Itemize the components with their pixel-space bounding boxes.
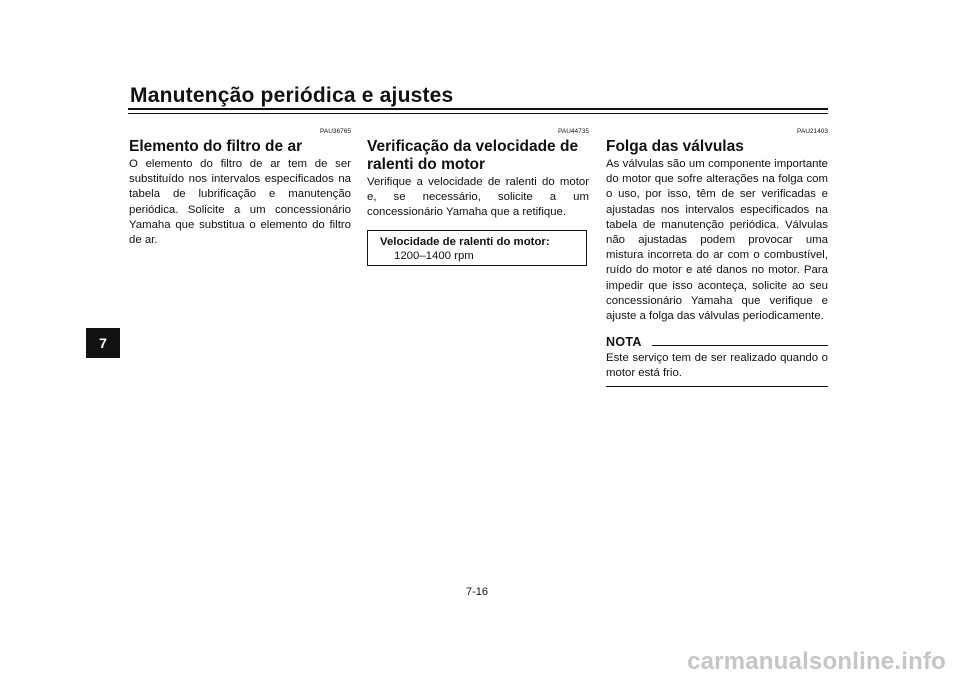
- note-rule: [652, 345, 828, 346]
- section-heading: Elemento do filtro de ar: [129, 138, 303, 155]
- section-code: PAU36765: [320, 128, 351, 135]
- section-air-filter: [129, 127, 351, 248]
- section-code: PAU44735: [558, 128, 589, 135]
- section-idle-speed: [367, 127, 589, 266]
- page-number: 7-16: [466, 586, 489, 598]
- watermark: carmanualsonline.info: [687, 648, 946, 675]
- page-title: Manutenção periódica e ajustes: [130, 84, 454, 107]
- section-body: Verifique a velocidade de ralenti do motor e, se necessário, solicite a um concessionário Yamaha que a retifique.: [367, 176, 589, 219]
- spec-label: Velocidade de ralenti do motor:: [380, 235, 550, 248]
- section-heading: Folga das válvulas: [606, 138, 744, 155]
- chapter-tab: 7: [86, 328, 120, 358]
- section-heading: Verificação da velocidade de ralenti do motor: [367, 138, 579, 173]
- note-header: [606, 334, 828, 350]
- title-rule-thick: [128, 108, 828, 110]
- section-body: O elemento do filtro de ar tem de ser substituído nos intervalos especificados na tabela de lubrificação e manutenção periódica. Solicite a um concessionário Yamaha que substitua o elemento do filtro de ar.: [129, 158, 351, 247]
- section-body: As válvulas são um componente importante do motor que sofre alterações na folga com o uso, por isso, têm de ser verificadas e ajustadas nos intervalos especificados na tabela de manutenção periódica. Válvulas não ajustadas podem provocar uma mistura incorreta do ar com o combustível, ruído do motor e até danos no motor. Para impedir que isso aconteça, solicite ao seu concessionário Yamaha que verifique e ajuste a folga das válvulas periodicamente.: [606, 158, 828, 323]
- note-text: Este serviço tem de ser realizado quando o motor está frio.: [606, 352, 828, 380]
- note-label: NOTA: [606, 335, 642, 350]
- section-valve-clearance: [606, 127, 828, 387]
- title-rule-thin: [128, 113, 828, 114]
- spec-value: 1200–1400 rpm: [394, 249, 474, 262]
- note-end-rule: [606, 386, 828, 387]
- spec-box: [367, 230, 587, 266]
- section-code: PAU21403: [797, 128, 828, 135]
